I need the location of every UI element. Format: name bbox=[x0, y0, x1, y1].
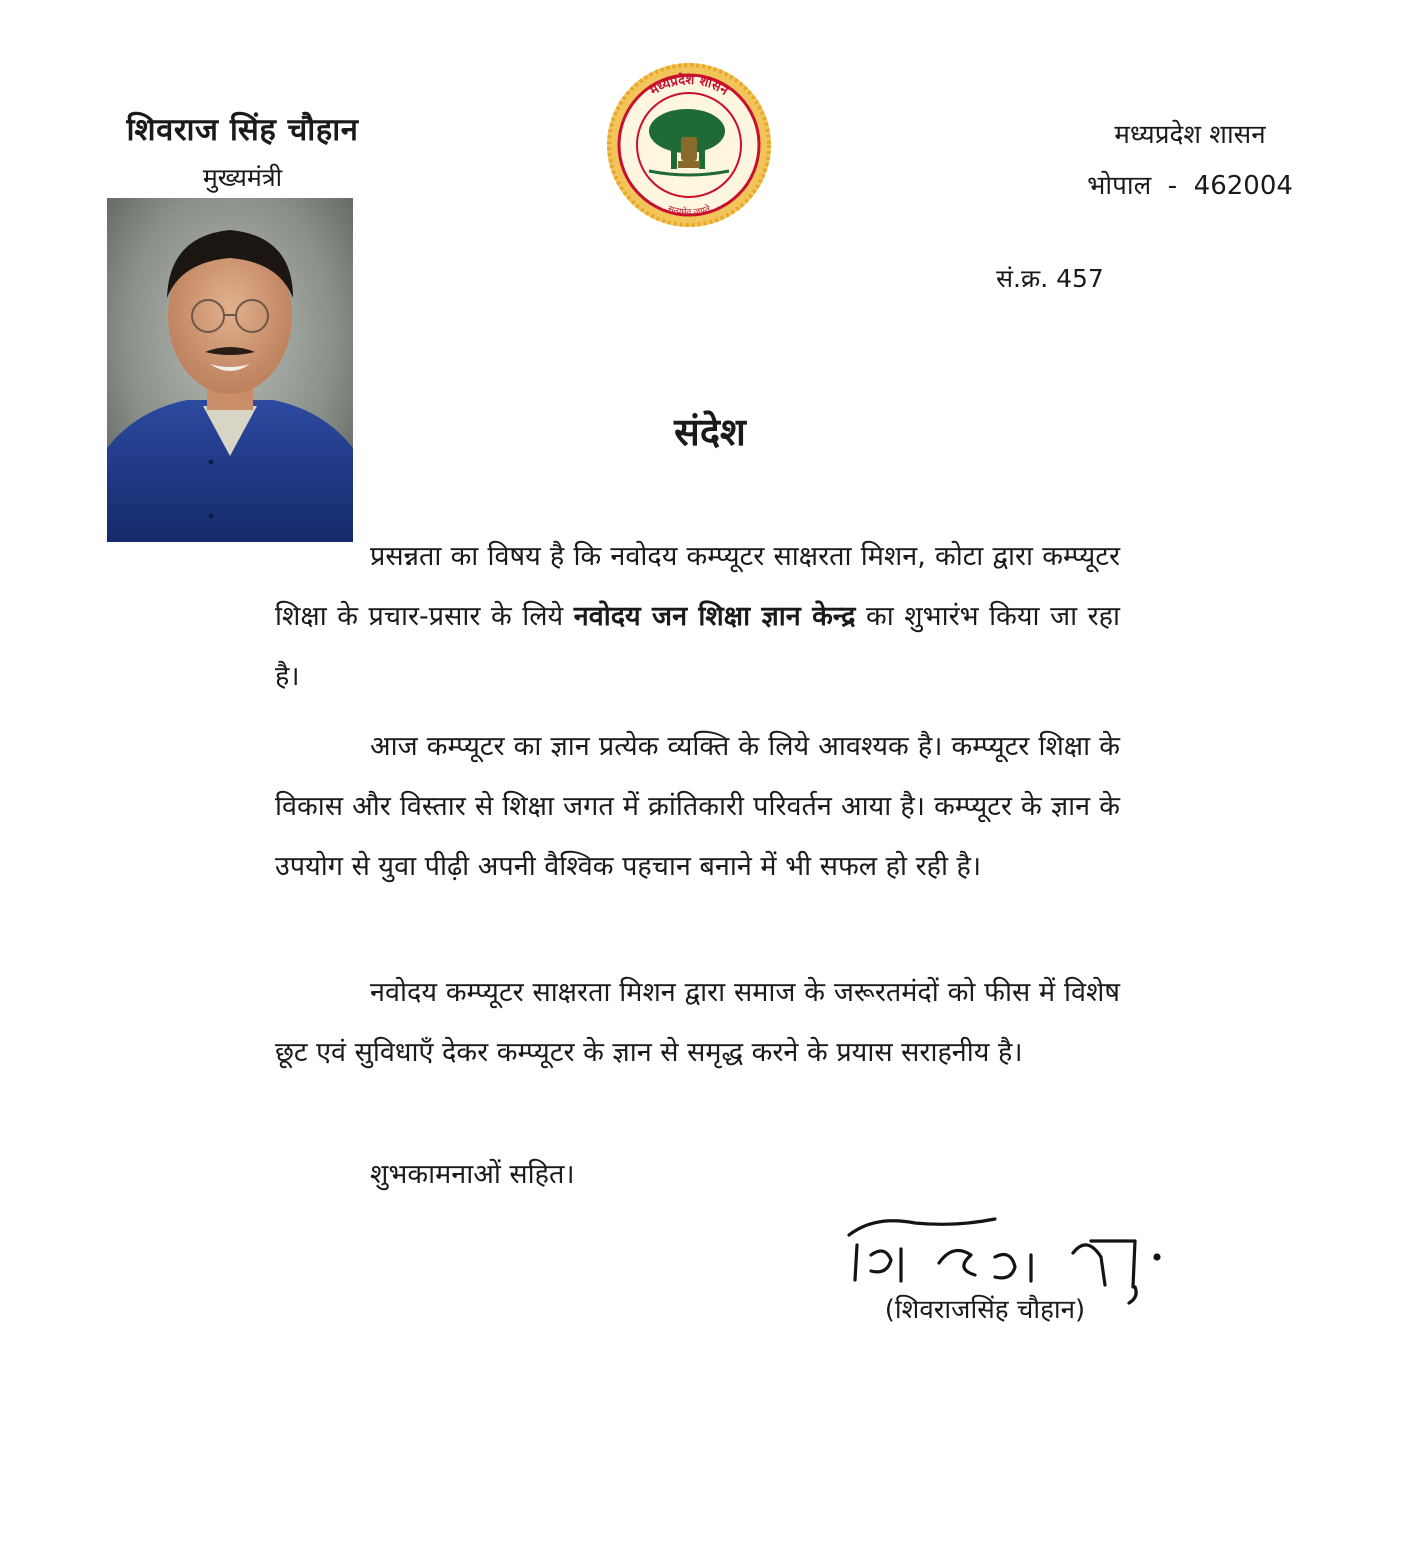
closing-line: शुभकामनाओं सहित। bbox=[370, 1159, 575, 1190]
message-paragraph-3: नवोदय कम्प्यूटर साक्षरता मिशन द्वारा समाज के जरूरतमंदों को फीस में विशेष छूट एवं सुविधाएँ देकर कम्प्यूटर के ज्ञान से समृद्ध करने के प्रयास सराहनीय है। bbox=[275, 977, 1120, 1068]
office-city-pin: भोपाल - 462004 bbox=[1087, 171, 1293, 201]
svg-text:मध्यप्रदेश शासन: मध्यप्रदेश शासन bbox=[647, 72, 731, 99]
office-name: मध्यप्रदेश शासन bbox=[1114, 120, 1266, 150]
message-paragraph-1 bbox=[275, 527, 1120, 707]
svg-text:सत्यमेव जयते: सत्यमेव जयते bbox=[666, 204, 712, 219]
state-emblem-seal-icon bbox=[604, 60, 774, 230]
signatory-name: (शिवराजसिंह चौहान) bbox=[884, 1295, 1086, 1325]
sender-name: शिवराज सिंह चौहान bbox=[126, 112, 359, 148]
paragraph-text: प्रसन्नता का विषय है कि नवोदय कम्प्यूटर साक्षरता मिशन, कोटा द्वारा कम्प्यूटर शिक्षा के प्रचार-प्रसार के लिये bbox=[275, 541, 1120, 632]
centre-name: नवोदय जन शिक्षा ज्ञान केन्द्र bbox=[573, 601, 856, 632]
message-title: संदेश bbox=[674, 410, 746, 454]
message-paragraph-2: आज कम्प्यूटर का ज्ञान प्रत्येक व्यक्ति के लिये आवश्यक है। कम्प्यूटर शिक्षा के विकास और विस्तार से शिक्षा जगत में क्रांतिकारी परिवर्तन आया है। कम्प्यूटर के ज्ञान के उपयोग से युवा पीढ़ी अपनी वैश्विक पहचान बनाने में भी सफल हो रही है। bbox=[275, 731, 1120, 882]
portrait-photo bbox=[107, 198, 353, 542]
reference-number: सं.क्र. 457 bbox=[996, 264, 1104, 293]
paragraph-text: का शुभारंभ किया जा रहा है। bbox=[275, 601, 1120, 692]
sender-title: मुख्यमंत्री bbox=[202, 163, 283, 192]
